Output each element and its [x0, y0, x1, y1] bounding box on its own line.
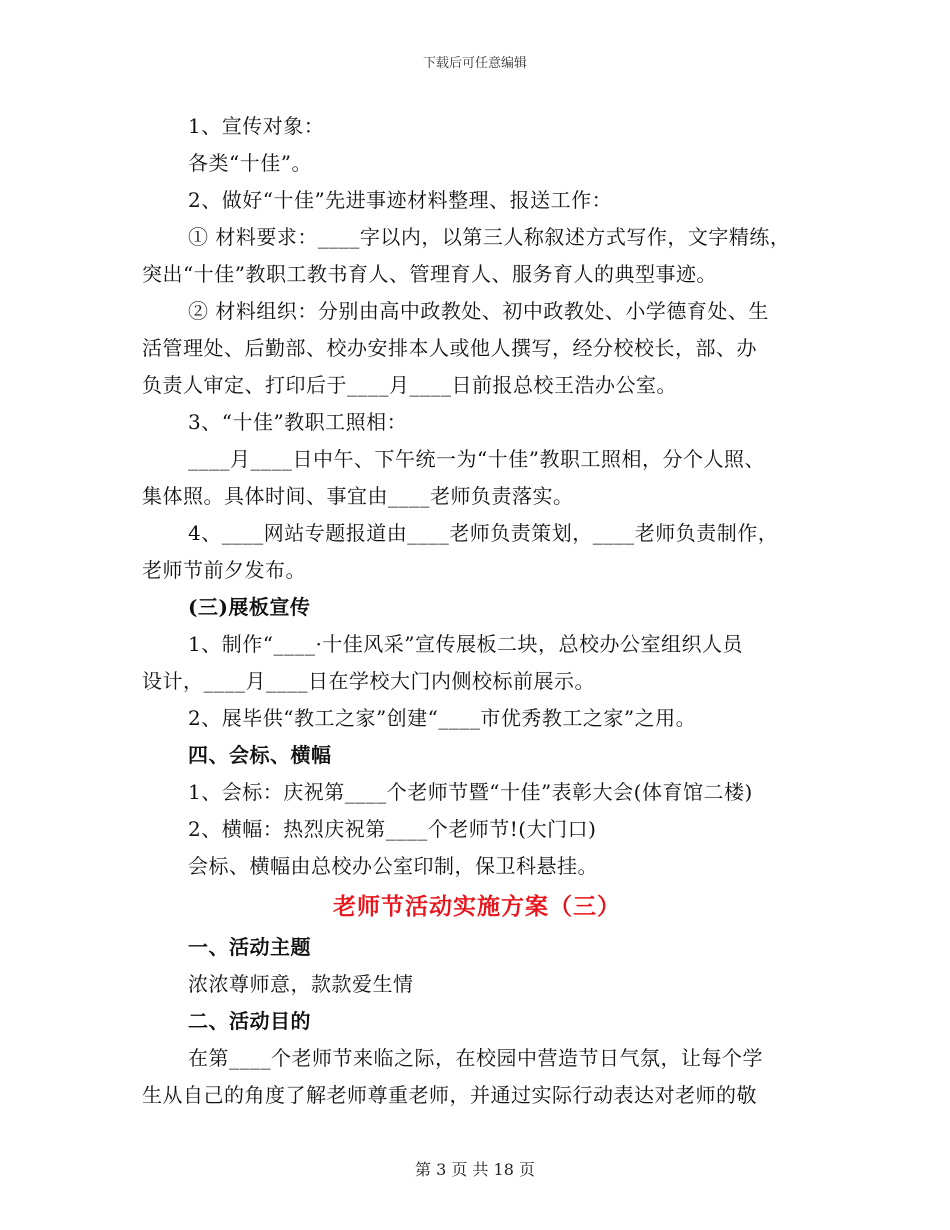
- page-footer: 第 3 页 共 18 页: [415, 1160, 535, 1179]
- text-line: 会标、横幅由总校办公室印制，保卫科悬挂。: [188, 854, 598, 878]
- page-header: 下载后可任意编辑: [422, 56, 527, 71]
- text-line: 1、会标：庆祝第____个老师节暨“十佳”表彰大会(体育馆二楼): [188, 780, 753, 804]
- section-heading: 四、会标、横幅: [188, 743, 332, 767]
- section-title: 老师节活动实施方案（三）: [333, 893, 621, 920]
- text-line: ① 材料要求：____字以内，以第三人称叙述方式写作，文字精练，: [188, 225, 791, 249]
- text-line: 浓浓尊师意，款款爱生情: [188, 972, 414, 996]
- section-heading: 一、活动主题: [188, 935, 311, 959]
- text-line: 负责人审定、打印后于____月____日前报总校王浩办公室。: [142, 373, 677, 397]
- document-body: [142, 108, 812, 1114]
- section-heading: (三)展板宣传: [188, 595, 311, 619]
- text-line: 2、展毕供“教工之家”创建“____市优秀教工之家”之用。: [188, 706, 697, 730]
- text-line: 集体照。具体时间、事宜由____老师负责落实。: [142, 484, 574, 508]
- text-block-plan-three: [142, 929, 812, 1114]
- text-line: 2、横幅：热烈庆祝第____个老师节!(大门口): [188, 817, 597, 841]
- text-block-publicity: [142, 108, 812, 885]
- section-heading: 二、活动目的: [188, 1009, 311, 1033]
- text-line: 在第____个老师节来临之际，在校园中营造节日气氛，让每个学: [188, 1046, 763, 1070]
- text-line: ____月____日中午、下午统一为“十佳”教职工照相，分个人照、: [188, 447, 765, 471]
- text-line: 突出“十佳”教职工教书育人、管理育人、服务育人的典型事迹。: [142, 262, 717, 286]
- text-line: 2、做好“十佳”先进事迹材料整理、报送工作：: [188, 188, 613, 212]
- text-line: 各类“十佳”。: [188, 151, 312, 175]
- text-line: 设计，____月____日在学校大门内侧校标前展示。: [142, 669, 595, 693]
- text-line: 4、____网站专题报道由____老师负责策划，____老师负责制作，: [188, 521, 779, 545]
- text-line: 生从自己的角度了解老师尊重老师，并通过实际行动表达对老师的敬: [142, 1083, 757, 1107]
- text-line: 3、“十佳”教职工照相：: [188, 410, 408, 434]
- text-line: 1、宣传对象：: [188, 114, 325, 138]
- text-line: 活管理处、后勤部、校办安排本人或他人撰写，经分校校长，部、办: [142, 336, 757, 360]
- text-line: 老师节前夕发布。: [142, 558, 306, 582]
- text-line: 1、制作“____·十佳风采”宣传展板二块，总校办公室组织人员: [188, 632, 744, 656]
- text-line: ② 材料组织：分别由高中政教处、初中政教处、小学德育处、生: [188, 299, 769, 323]
